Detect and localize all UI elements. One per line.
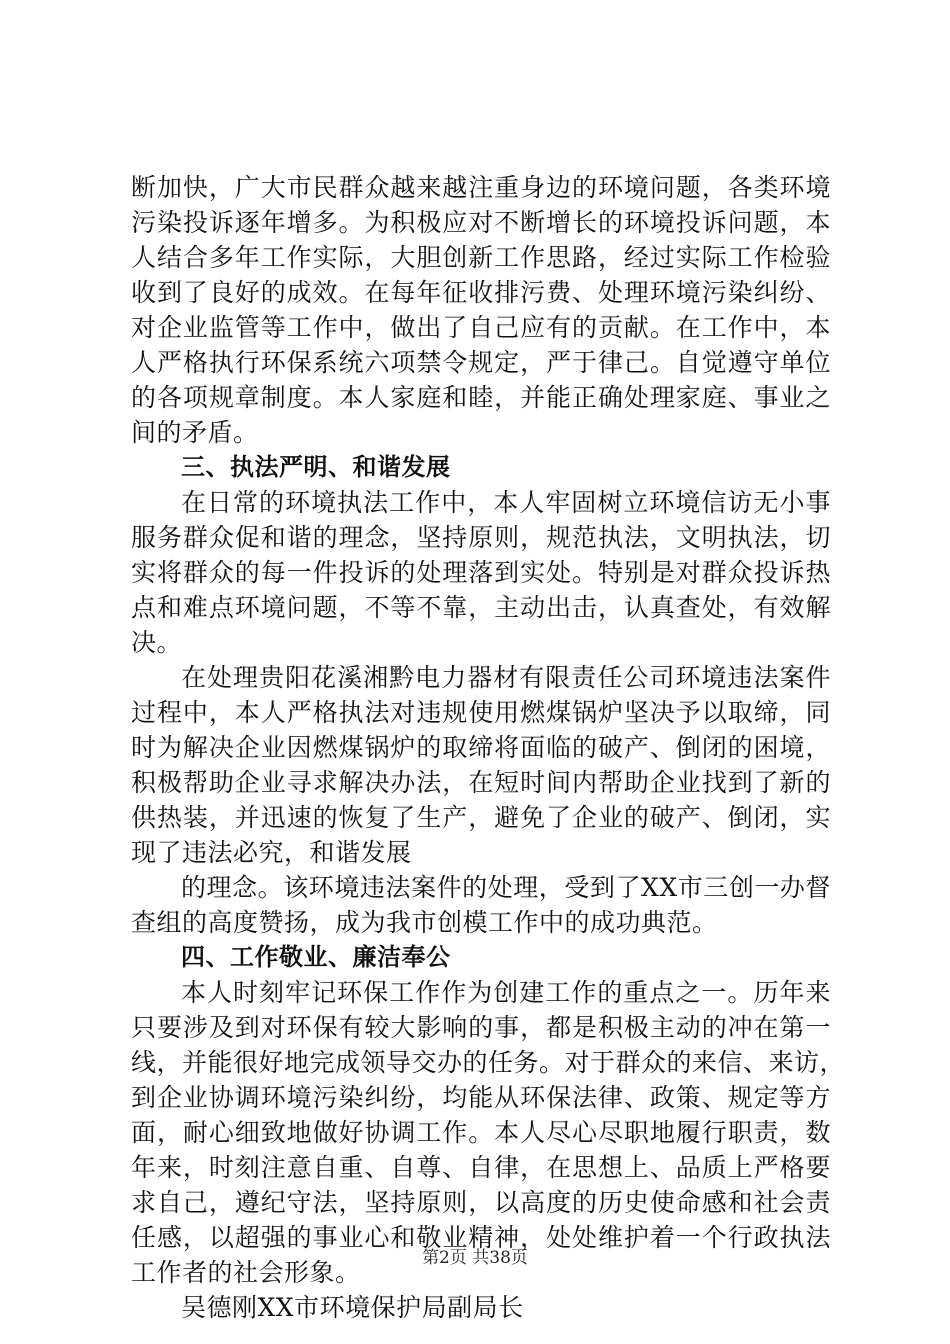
text-line: 决。 (131, 628, 183, 657)
text-line: 断加快，广大市民群众越来越注重身边的环境问题，各类环境 (131, 173, 831, 202)
paragraph-first-line: 在处理贵阳花溪湘黔电力器材有限责任公司环境违法案件 (181, 663, 831, 692)
text-line: 实将群众的每一件投诉的处理落到实处。特别是对群众投诉热 (131, 558, 831, 587)
paragraph-first-line: 本人时刻牢记环保工作作为创建工作的重点之一。历年来 (181, 978, 831, 1007)
text-line: 供热装，并迅速的恢复了生产，避免了企业的破产、倒闭，实 (131, 803, 831, 832)
text-line: 积极帮助企业寻求解决办法，在短时间内帮助企业找到了新的 (131, 768, 831, 797)
text-line: 只要涉及到对环保有较大影响的事，都是积极主动的冲在第一 (131, 1013, 831, 1042)
text-line: 现了违法必究，和谐发展 (131, 838, 412, 867)
text-line: 查组的高度赞扬，成为我市创模工作中的成功典范。 (131, 908, 718, 937)
text-line: 收到了良好的成效。在每年征收排污费、处理环境污染纠纷、 (131, 278, 831, 307)
document-body (131, 170, 846, 1325)
text-line: 人结合多年工作实际，大胆创新工作思路，经过实际工作检验 (131, 243, 831, 272)
text-line: 过程中，本人严格执法对违规使用燃煤锅炉坚决予以取缔，同 (131, 698, 831, 727)
text-line: 污染投诉逐年增多。为积极应对不断增长的环境投诉问题，本 (131, 208, 831, 237)
paragraph-first-line: 的理念。该环境违法案件的处理，受到了XX市三创一办督 (181, 873, 831, 902)
text-line: 服务群众促和谐的理念，坚持原则，规范执法，文明执法，切 (131, 523, 831, 552)
text-line: 的各项规章制度。本人家庭和睦，并能正确处理家庭、事业之 (131, 383, 831, 412)
text-line: 年来，时刻注意自重、自尊、自律，在思想上、品质上严格要 (131, 1153, 831, 1182)
text-line: 求自己，遵纪守法，坚持原则，以高度的历史使命感和社会责 (131, 1188, 831, 1217)
paragraph-first-line: 在日常的环境执法工作中，本人牢固树立环境信访无小事 (181, 488, 831, 517)
text-line: 对企业监管等工作中，做出了自己应有的贡献。在工作中，本 (131, 313, 831, 342)
text-line: 时为解决企业因燃煤锅炉的取缔将面临的破产、倒闭的困境， (131, 733, 831, 762)
section-heading: 三、执法严明、和谐发展 (181, 453, 451, 481)
text-line: 点和难点环境问题，不等不靠，主动出击，认真查处，有效解 (131, 593, 831, 622)
section-heading: 四、工作敬业、廉洁奉公 (181, 943, 451, 971)
text-line: 到企业协调环境污染纠纷，均能从环保法律、政策、规定等方 (131, 1083, 831, 1112)
text-line: 人严格执行环保系统六项禁令规定，严于律己。自觉遵守单位 (131, 348, 831, 377)
text-line: 工作者的社会形象。 (131, 1258, 361, 1287)
signature-line: 吴德刚XX市环境保护局副局长 (181, 1293, 524, 1322)
text-line: 任感，以超强的事业心和敬业精神，处处维护着一个行政执法 (131, 1223, 831, 1252)
text-line: 线，并能很好地完成领导交办的任务。对于群众的来信、来访， (131, 1048, 846, 1077)
text-line: 间的矛盾。 (131, 418, 259, 447)
text-line: 面，耐心细致地做好协调工作。本人尽心尽职地履行职责，数 (131, 1118, 831, 1147)
page-number-footer: 第2页 共38页 (422, 1248, 528, 1268)
